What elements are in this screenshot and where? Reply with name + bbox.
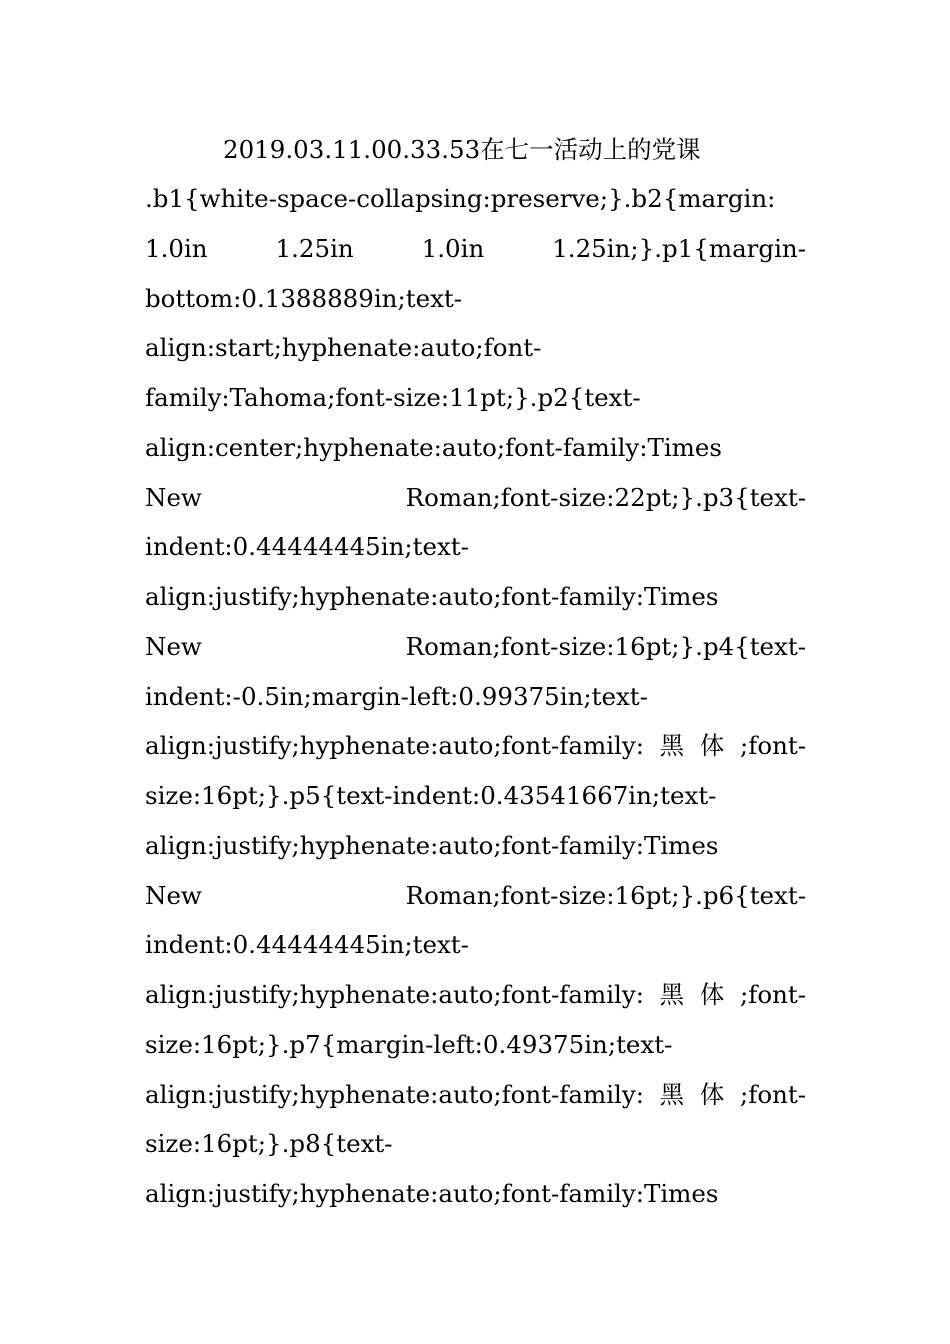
line-segment: 黑 bbox=[659, 731, 685, 760]
line-segment: 1.25in bbox=[275, 234, 354, 263]
document-title bbox=[223, 125, 783, 175]
line-segment: 1.0in bbox=[421, 234, 485, 263]
document-title-text: 2019.03.11.00.33.53在七一活动上的党课 bbox=[223, 135, 701, 164]
document-line bbox=[145, 622, 806, 672]
line-segment: size:16pt;}.p7{margin-left:0.49375in;text- bbox=[145, 1030, 673, 1059]
line-segment: align:justify;hyphenate:auto;font-family: bbox=[145, 1080, 644, 1109]
document-line bbox=[145, 871, 806, 921]
line-segment: align:justify;hyphenate:auto;font-family: bbox=[145, 731, 644, 760]
line-segment: 1.25in;}.p1{margin- bbox=[552, 234, 806, 263]
line-segment: align:start;hyphenate:auto;font- bbox=[145, 333, 542, 362]
line-segment: align:center;hyphenate:auto;font-family:Times bbox=[145, 433, 722, 462]
document-line bbox=[145, 1020, 806, 1070]
document-line bbox=[145, 771, 806, 821]
document-line bbox=[145, 721, 806, 771]
line-segment: ;font- bbox=[740, 1080, 806, 1109]
document-line bbox=[145, 920, 806, 970]
line-segment: 体 bbox=[699, 1080, 725, 1109]
line-segment: align:justify;hyphenate:auto;font-family:Times bbox=[145, 1179, 719, 1208]
line-segment: ;font- bbox=[740, 980, 806, 1009]
line-segment: family:Tahoma;font-size:11pt;}.p2{text- bbox=[145, 383, 641, 412]
line-segment: 黑 bbox=[659, 1080, 685, 1109]
line-segment: 体 bbox=[699, 980, 725, 1009]
line-segment: .b1{white-space-collapsing:preserve;}.b2{margin: bbox=[145, 184, 776, 213]
line-segment: indent:0.44444445in;text- bbox=[145, 930, 469, 959]
line-segment: Roman;font-size:16pt;}.p6{text- bbox=[405, 881, 806, 910]
line-segment: Roman;font-size:22pt;}.p3{text- bbox=[405, 483, 806, 512]
line-segment: size:16pt;}.p5{text-indent:0.43541667in;text- bbox=[145, 781, 717, 810]
document-line bbox=[145, 174, 806, 224]
line-segment: align:justify;hyphenate:auto;font-family: bbox=[145, 980, 644, 1009]
line-segment: Roman;font-size:16pt;}.p4{text- bbox=[405, 632, 806, 661]
line-segment: align:justify;hyphenate:auto;font-family:Times bbox=[145, 582, 719, 611]
line-segment: New bbox=[145, 881, 202, 910]
document-line bbox=[145, 672, 806, 722]
line-segment: 黑 bbox=[659, 980, 685, 1009]
line-segment: New bbox=[145, 483, 202, 512]
document-line bbox=[145, 274, 806, 324]
line-segment: size:16pt;}.p8{text- bbox=[145, 1129, 393, 1158]
document-line bbox=[145, 1169, 806, 1219]
line-segment: 体 bbox=[699, 731, 725, 760]
line-segment: 1.0in bbox=[145, 234, 208, 263]
line-segment: New bbox=[145, 632, 202, 661]
document-line bbox=[145, 1070, 806, 1120]
line-segment: ;font- bbox=[740, 731, 806, 760]
document-line bbox=[145, 1119, 806, 1169]
document-line bbox=[145, 323, 806, 373]
document-line bbox=[145, 970, 806, 1020]
document-line bbox=[145, 224, 806, 274]
document-line bbox=[145, 473, 806, 523]
document-line bbox=[145, 522, 806, 572]
line-segment: indent:0.44444445in;text- bbox=[145, 532, 469, 561]
line-segment: align:justify;hyphenate:auto;font-family:Times bbox=[145, 831, 719, 860]
line-segment: indent:-0.5in;margin-left:0.99375in;text- bbox=[145, 682, 648, 711]
line-segment: bottom:0.1388889in;text- bbox=[145, 284, 463, 313]
document-line bbox=[145, 572, 806, 622]
document-line bbox=[145, 373, 806, 423]
document-line bbox=[145, 821, 806, 871]
document-line bbox=[145, 423, 806, 473]
